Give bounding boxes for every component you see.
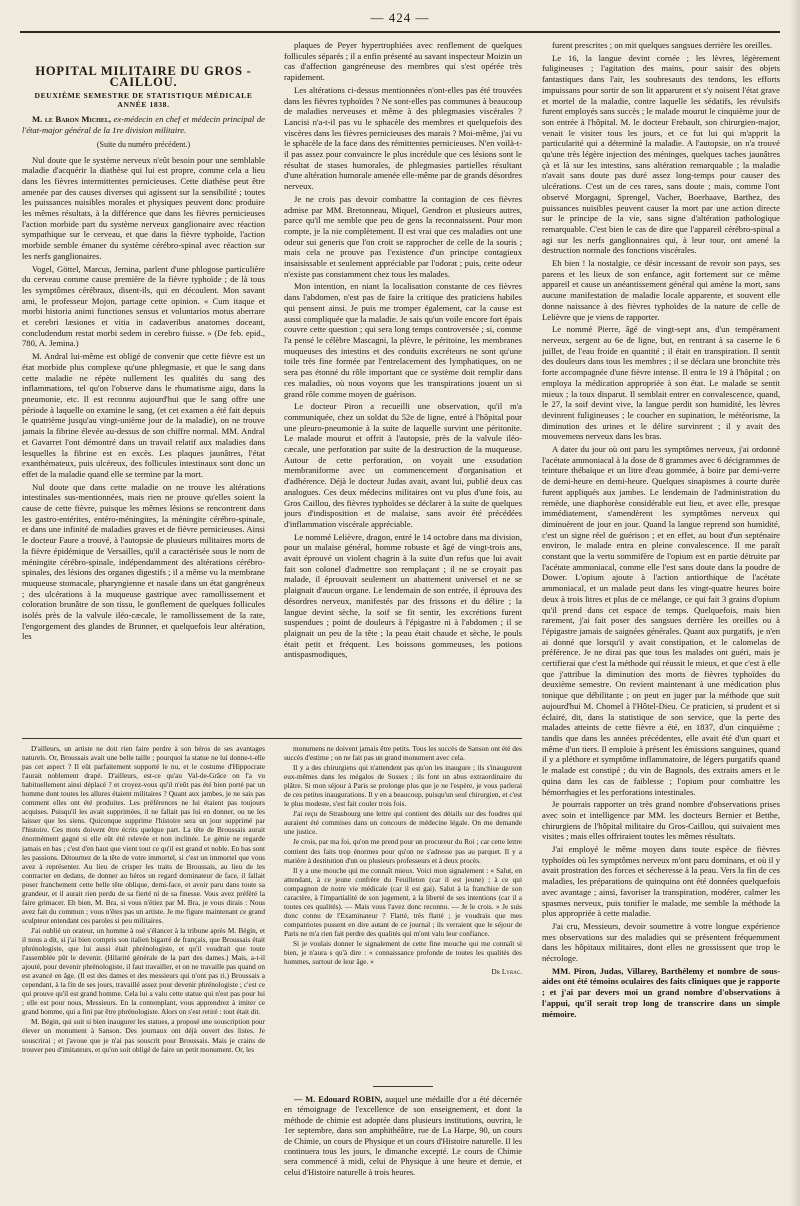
closing-paragraph — [542, 966, 780, 1020]
paragraph: J'ai reçu de Strasbourg une lettre qui contient des détails sur des foudres qui auraient été commises dans un concours de médecine légale. On me demande une justice. — [284, 809, 522, 837]
article-subtitle: DEUXIÈME SEMESTRE DE STATISTIQUE MÉDICALE ANNÉE 1838. — [34, 91, 253, 110]
article-author — [22, 114, 265, 135]
closing-text: MM. Piron, Judas, Villarey, Barthélemy et nombre de sous-aides ont été témoins oculaires des faits cliniques que je rapporte ; et j'ai par devers moi un grand nombre d'observations à l'appui, qu'il serait trop long de transcrire dans un simple mémoire. — [542, 965, 780, 1019]
paragraph: Je pourrais rapporter un très grand nombre d'observations prises avec soin et intelligence par MM. les docteurs Bernier et Betthe, chirurgiens de l'hôpital militaire du Gros-Caillou, qui suivaient mes visites ; mais elles offriraient toutes les mêmes résultats. — [542, 799, 780, 842]
announcement-lead: — M. Edouard ROBIN, — [294, 1095, 383, 1104]
column-3-body — [542, 40, 780, 964]
paragraph: Il y a des chirurgiens qui n'attendent pas qu'on les inaugure ; ils s'inaugurent eux-mêmes dans les mégalos de Sussex ; ils font un abus extraordinaire du plâtre. Si mon séjour à Paris se prolonge plus que je ne l'espère, je vous parlerai de ces petites inaugurations. Il y en a beaucoup, puisqu'un seul chirurgien, et c'est le plus modeste, s'est fait couler trois fois. — [284, 763, 522, 809]
column-1 — [22, 66, 265, 756]
continuation-note: (Suite du numéro précédent.) — [96, 139, 191, 149]
announcement-rule — [373, 1086, 433, 1087]
paragraph: monumens ne doivent jamais être petits. Tous les succès de Sanson ont été des succès d'estime ; on ne fait pas un grand monument avec cela. — [284, 744, 522, 763]
feuilleton-column-2 — [284, 744, 522, 1074]
column-1-body — [22, 155, 265, 643]
paragraph: Eh bien ! la nostalgie, ce désir incessant de revoir son pays, ses parens et les lieux de son enfance, agit fortement sur ce même appareil et cause un anéantissement général qui amène la mort, sans aucune manifestation de maladie locale apparente, et souvent elle donne naissance à des fièvres typhoïdes de la nature de celle de Lelièvre que je viens de rapporter. — [542, 258, 780, 322]
header-rule — [20, 31, 780, 33]
page-header — [0, 0, 800, 34]
paragraph: Vogel, Göttel, Marcus, Jemina, parlent d'une phlogose particulière du cerveau comme cause première de la fièvre typhoïde ; de là tous les symptômes cérébraux, disent-ils, qui en découlent. Mon savant ami, le professeur Mojon, partage cette opinion. « Cum itaque et morbi historia animi functiones sensus et voluntarios motus aberrare et cerebri læsiones et vitia in cadaveribus anatomes doceant, concludendum restat morbi sedem in cerebro fuisse. » (De feb. epid., 780, A. Jemina.) — [22, 263, 265, 349]
column-2-body — [284, 40, 522, 660]
feuilleton-2-body — [284, 744, 522, 966]
paragraph: Nul doute que dans cette maladie on ne trouve les altérations intestinales sus-mentionnées, mais rien ne prouve qu'elles soient la cause de cette fièvre, puisque les mêmes lésions se rencontrent dans les gastro-entérites, entéro-méningites, la méningite cérébro-spinale, et dans une infinité de maladies graves et de fièvre pernicieuses. Ainsi le docteur Faure a trouvé, à l'autopsie de plusieurs militaires morts de la fièvre épidémique de Versailles, qu'il a caractérisée sous le nom de méningite cérébro-spinale, indépendamment des altérations cérébro-spinales, des lésions des organes digestifs ; il a même vu la membrane muqueuse stomacale, pharyngienne et nasale dans un état gangréneux ; des ulcérations à la muqueuse gastrique avec ramollissement et coloration brunâtre de son tissu, le gonflement de quelques follicules isolés près de la valvule iléo-cæcale, le ramollissement de la rate, l'engorgement des glandes de Brunner, et quelquefois leur altération, les — [22, 481, 265, 642]
paragraph: Le nommé Lelièvre, dragon, entré le 14 octobre dans ma division, pour un malaise général, homme robuste et âgé de vingt-trois ans, avait éprouvé un violent chagrin à la suite d'un refus que lui avait fait son colonel d'admettre son remplaçant ; il ne se croyait pas malade, il éprouvait seulement un abattement universel et ne se plaignait d'aucun organe. Le lendemain de son entrée, il éprouva des désordres nerveux, manifestés par des frissons et du délire ; la langue devint sèche, la soif se fit sentir, les excrétions furent suspendues ; point de douleurs à l'épigastre ni à l'abdomen ; il se plaignait un peu de la tête ; la peau était chaude et sèche, le pouls était petit et fréquent. Les boissons gommeuses, les potions antispasmodiques, — [284, 531, 522, 660]
paragraph: M. Bégin, qui suit si bien inaugurer les statues, a proposé une souscription pour élever un monument à Sanson. Des journaux ont déjà ouvert des listes. Je souscrirai ; et j'avoue que je n'ai pas souscrit pour Broussais. Mais je crains de trouver peu d'imitateurs, et qu'on soit obligé de faire un petit monument. Or, les — [22, 1017, 265, 1054]
column-3 — [542, 40, 780, 1190]
paragraph: Le docteur Piron a recueilli une observation, qu'il m'a communiquée, chez un soldat du 52e de ligne, entré à l'hôpital pour une pleuro-pneumonie à la suite de laquelle survint une péritonite. Le malade mourut et offrit à l'autopsie, près de la valvule iléo-cæcale, une perforation par suite de la destruction de la muqueuse. Autour de cette perforation, on voyait une exsudation membraniforme avec un commencement d'organisation et d'adhérence. Déjà le docteur Judas avait, avant lui, publié deux cas analogues. Ces deux médecins militaires ont vu plus d'une fois, au Gros Caillou, des fièvres typhoïdes se déclarer à la suite de quelques jours d'indisposition et de malaise, sans avoir été précédées d'inflammation viscérale appréciable. — [284, 401, 522, 529]
paragraph: Le 16, la langue devint cornée ; les lèvres, légèrement fuligineuses ; l'agitation des mains, pour saisir des objets fantastiques dans l'air, les soubresauts des tendons, les efforts impuissans pour sortir de son lit apparurent et s'y noisent l'état grave et mortel de la maladie, contre laquelle les sédatifs, les révulsifs furent employés sans succès ; le malade mourut le cinquième jour de son entrée à l'hôpital. M. le docteur Frebault, son chirurgien-major, venait le visiter tous les jours, et ce fut lui qui m'apprit la particularité qui a déterminé la maladie. A l'autopsie, on n'a trouvé qu'une très légère injection des méninges, quelques taches jaunâtres çà et là sur les intestins, sans altération remarquable ; la maladie n'avait sans doute pas duré assez long-temps pour causer des ulcérations. C'est un de ces rares, sans doute ; mais, comme l'ont observé Morgagni, Sprengel, Vacher, Boerhaave, Barthez, des puissances nuisibles peuvent causer la mort par une action directe sur le principe de la vie, sans signe d'altération pathologique remarquable. C'est bien le cas de dire que l'appareil cérébro-spinal a agi sur les nerfs ganglionnaires qui, à leur tour, ont amené la destruction normale des fonctions viscérales. — [542, 52, 780, 256]
paragraph: Mon intention, en niant la localisation constante de ces fièvres dans l'abdomen, n'est pas de faire la critique des praticiens habiles qui pensent ainsi. Je puis me tromper également, car la cause est aussi compliquée que la maladie. Je sais qu'un voile encore fort épais couvre cette question ; qui sera long temps controversée ; si, comme l'a pensé le célèbre Mascagni, la plèvre, le péritoine, les membranes muqueuses des intestins et des conduits excréteurs ne sont qu'une toile très fine formée par l'entrelacement des lymphatiques, on ne sera pas étonné du rôle important que ce système doit remplir dans ces maladies, où nous voyons que les transpirations jouent un si grand rôle comme moyen de guérison. — [284, 281, 522, 399]
column-2 — [284, 40, 522, 737]
paragraph: J'ai oublié un orateur, un homme à osé s'élancer à la tribune après M. Bégin, et il nous a dit, si j'ai bien compris son italien bigarré de français, que Broussais était phrénologiste, que lui aussi était phrénologiste, et qu'il voudrait que toute l'assemblée pût le devenir. (Hilarité générale de la part des dames.) Mais, a-t-il ajouté, pour devenir phrénologiste, il faut travailler, et on ne travaille pas quand on est avancé en âge. (Il est des dames et des messieurs qui n'ont pas ri.) Broussais a cependant, à la fin de ses jours, travaillé assez pour devenir phrénologiste ; c'est ce qui prouve qu'il est grand homme. Cela lui a valu cette statue qui n'est pas pour lui ; elle est pour nous, Messieurs. En la contemplant, vous apprendrez à imiter ce grand homme, qui a fini par être phrénologiste. Alors on s'est retiré : tout était dit. — [22, 925, 265, 1017]
feuilleton-divider — [22, 738, 522, 739]
paragraph: Je ne crois pas devoir combattre la contagion de ces fièvres admise par MM. Bretonneau, Miquel, Gendron et plusieurs autres, parce qu'il me semble que peu de gens la reconnaissent. Pour mon compte, je la nie complètement. Il est vrai que ces maladies ont une odeur sui generis que l'on croit se rapprocher de celle de la souris ; mais cela ne prouve pas l'existence d'un principe contagieux insaisissable et seulement appréciable par l'odorat ; puis, cette odeur n'existe pas constamment chez tous les malades. — [284, 193, 522, 279]
paragraph: Le nommé Pierre, âgé de vingt-sept ans, d'un tempérament nerveux, sergent au 6e de ligne, but, en rentrant à sa caserne le 6 juillet, de l'eau froide en quantité ; il était en transpiration. Il sentit des douleurs dans tous les membres ; il se déclara une bronchite très forte accompagnée d'une fièvre intense. Il entra le 19 à l'hôpital ; on employa la médication appropriée à son état. Le malade se sentit mieux ; la toux disparut. Il semblait entrer en convalescence, quand, le 27, la soif devint vive, la langue perdit son humidité, les lèvres devinrent fuligineuses ; le coucher en supination, le météorisme, la diminution des urines et le délire survinrent ; il y avait des mouvemens nerveux dans les bras. — [542, 324, 780, 442]
paragraph: plaques de Peyer hypertrophiées avec renflement de quelques follicules séparés ; il a enfin présenté au savant inspecteur Moizin un cas d'affection gangréneuse des membres qui s'est opérée très rapidement. — [284, 40, 522, 83]
paragraph: Si je voulais donner le signalement de cette fine mouche qui me connaît si bien, je n'aura s qu'à dire : « connaissance profonde de toutes les qualités des hommes, surtout de leur âge. » — [284, 938, 522, 967]
paragraph: Nul doute que le système nerveux n'eût besoin pour une semblable maladie d'acquérir la diathèse qui lui est propre, comme cela a lieu dans les fièvres intermittentes pernicieuses. Cette diathèse peut être amenée par des causes diverses qui agissent sur la sensibilité ; toutes les puissances nuisibles morales et physiques peuvent donc produire les mêmes résultats, à la différence que dans les fièvres pernicieuses l'action morbide part du système nerveux ganglionaire avec réaction sympathique sur le cerveau, et que dans la fièvre typhoïde, l'action morbide semble émaner du système cérébro-spinal avec réaction sur les nerfs ganglionaires. — [22, 154, 265, 261]
feuilleton-signature — [284, 967, 522, 976]
author-role: ex-médecin en chef et médecin principal de l'état-major général de la 1re division militaire. — [22, 114, 265, 136]
paragraph: furent prescrites ; on mit quelques sangsues derrière les oreilles. — [552, 40, 773, 50]
announcement-body: auquel une médaille d'or a été décernée en témoignage de l'excellence de son enseignement, et dont la méthode de chimie est adoptée dans plusieurs institutions, ouvrira, le 1er septembre, dans son amphithéâtre, rue de La Harpe, 90, un cours de Chimie, un cours de Physique et un cours d'Histoire naturelle. Il les continuera tous les jours, le dimanche excepté. Le cours de Chimie sera commencé à midi, celui de Physique à une heure et demie, et celui d'Histoire naturelle à trois heures. — [284, 1095, 522, 1177]
paragraph: Il y a une mouche qui me connaît mieux. Voici mon signalement : « Salut, en attendant, à ce jeune confrère du Feuilleton (car il est jeune) ; à ce qui compagnon de notre vie médicale (car il est gai). Salut à la franchise de son caractère, à l'impartialité de son jugement, à la liberté de ses intentions (car il a toutes ces qualités). — Mais vous l'avez donc reconnu. — Je le crois. » Je suis donc connu de l'Examinateur ? Flatté, très flatté ; je voudrais que mes compatriotes pussent en dire autant de ce journal ; ils verraient que le séjour de Paris ne m'a rien fait perdre des qualités qui m'ont valu leur confiance. — [284, 865, 522, 938]
paragraph: J'ai employé le même moyen dans toute espèce de fièvres typhoïdes où les symptômes nerveux m'ont paru dominans, et où il y avait prostration des forces et sécheresse à la peau. Vers la fin de ces maladies, les préparations de quinquina ont été données quelquefois avec avantage ; ainsi, favoriser la transpiration, modérer, calmer les spasmes nerveux, puis tonifier le malade, me semble la méthode la plus appropriée à cette maladie. — [542, 844, 780, 919]
page-edge-shadow — [790, 0, 800, 1206]
paragraph: Les altérations ci-dessus mentionnées n'ont-elles pas été trouvées dans les fièvres typhoïdes ? Ne sont-elles pas communes à beaucoup de maladies nerveuses et même à des phlegmasies viscérales ? Lancisi n'a-t-il pas vu le sphacèle des membres et quelquefois des viscères dans les fièvres pernicieuses des marais ? Moi-même, j'ai vu le sphacèle de la face dans des rémittentes pernicieuses. N'en voilà-t-il pas assez pour convaincre le plus incrédule que ces lésions sont le résultat de stases humorales, de phlegmasies partielles résultant d'une altération humorale amenée elle-même par de grands désordres nerveux. — [284, 84, 522, 192]
signature-text: Dr Lyrac. — [491, 967, 522, 977]
paragraph: J'ai cru, Messieurs, devoir soumettre à votre longue expérience mes observations sur des maladies qui se présentent fréquemment dans les hôpitaux militaires, dont elles ne grossissent que trop le nécrologe. — [542, 920, 780, 964]
feuilleton-column-1 — [22, 744, 265, 1194]
article-title: HOPITAL MILITAIRE DU GROS - CAILLOU. — [35, 66, 252, 89]
paragraph: Je crois, par ma foi, qu'on me prend pour un procureur du Roi ; car cette lettre contient des faits trop énormes pour qu'on ne s'adresse pas au parquet. Il y a matière à destitution d'un ou plusieurs professeurs et à deux procès. — [284, 837, 522, 865]
paragraph: M. Andral lui-même est obligé de convenir que cette fièvre est un état morbide plus complexe qu'une phlegmasie, et que le sang dans cette maladie ne répète nullement les qualités du sang des inflammations, tel qu'on l'observe dans le rhumatisme aigu, dans la pneumonie, etc. Il est reconnu aujourd'hui que le sang offre une période à laquelle on examine le sang, (et cet examen a été fait depuis le quatrième jusqu'au vingt-unième jour de la maladie), on ne trouve jamais la fibrine élevée au-dessus de son chiffre normal. MM. Andral et Gavarret l'ont démontré dans un travail relatif aux maladies dans lesquelles la fibrine est en excès. Les plaques jaunâtres, l'état exanthémateux, puis ulcéreux, des follicules intestinaux sont donc un effet de la maladie quand elle se termine par la mort. — [22, 351, 265, 479]
announcement-text — [284, 1095, 522, 1178]
paragraph: D'ailleurs, un artiste ne doit rien faire perdre à son héros de ses avantages naturels. Or, Broussais avait une belle taille ; pourquoi la statue ne lui donne-t-elle pas cet aspect ? Il eût parfaitement supporté le nu, et le costume d'Hippocrate l'aurait noblement drapé. D'ailleurs, est-ce qu'au Val-de-Grâce on l'a vu habituellement ainsi déplacé ? et croyez-vous qu'il n'eût pas été bien porté par un homme dont toutes les allures étaient militaires ? Quant aux jambes, je ne sais pas comment elles ont été produites. Les préférences ne lui étaient pas toujours acquises. Puisqu'il les avait supprimées, il ne fallait pas lui en donner, ou ne les laisser que les siens. Quiconque supprime l'histoire sera un jour supprimé par l'histoire. Ces mots doivent être écrits quelque part. La tête de Broussais aurait énormément gagné si elle eût été relevée et non inclinée. Le génie ne regarde jamais en bas ; c'est d'en haut que vient tout ce qu'il est grand et noble. En bas sont les passions. Détournez de la tête de votre immortel, si c'est un immortel que vous avez à représenter. Au lieu de crisper les traits de Broussais, au lieu de les contracter en dedans, de donner au héros un regard dominateur de face, il fallait poser franchement cette belle tête oblique, demi-face, et avoir paru dans toute sa grandeur, et il aurait rien perdu de sa fierté ni de sa finesse. Vous avez préféré la faire grimacer. Eh bien, M. Bra, si vous n'étiez par M. Bra, je vous dirais : Nous avez fait du commun ; vous n'êtes pas un artiste. Je me figure maintenant ce grand sculpteur entendant ces paroles si peu militaires. — [22, 744, 265, 925]
announcement — [284, 1086, 522, 1196]
author-name: M. le Baron Michel, — [32, 114, 111, 125]
page-number: — 424 — — [370, 10, 430, 25]
paragraph: A dater du jour où ont paru les symptômes nerveux, j'ai ordonné l'acétate ammoniacal à la dose de 8 grammes avec 6 décigrammes de teinture thébaïque et un litre d'eau gommée, à boire par demi-verre de demi-heure en demi-heure. Quelques sinapismes à courte durée furent appliqués aux jambes. Le lendemain de l'administration du remède, une diaphorèse considérable eut lieu, et avec elle, presque immédiatement, s'amendèrent les symptômes nerveux qui diminuèrent de jour en jour. Quand la langue reprend son humidité, c'est un signe réel de guérison ; et en effet, au bout d'un septénaire environ, le malade entra en pleine convalescence. Il me paraît constant que la vertu sommifère de l'opium est en partie détruite par l'acétate ammoniacal, comme elle l'est sans doute dans la poudre de Dower. L'opium ajoute à l'action antiorthique de l'acétate ammoniacal, et un malade peut dans les vingt-quatre heures boire deux à trois litres et plus de ce mélange, ce qui fait 3 grains d'opium qu'il prend dans cet espace de temps. Quelquefois, mais bien rarement, j'ai fait poser des sangsues derrière les oreilles ou à l'épigastre jamais de saignées générales. Quant aux purgatifs, je n'en ai donné que lorsqu'il y avait constipation, et le calomelas de préférence. Je ne dirai pas que tous les malades ont guéri, mais je certifierai que c'est la méthode qui réussit le mieux, et que c'est à elle que j'attribue la diminution des morts de fièvres typhoïdes du deuxième semestre. On revient maintenant à une médication plus tonique que débilitante ; on peut en juger par la méthode que suit aujourd'hui M. Chomel à l'Hôtel-Dieu. Ce praticien, si prudent et si éclairé, dit, dans la statistique de son service, que la perte des malades atteints de cette fièvre a été, en 1837, d'un cinquième ; tandis que dans les années précédentes, elle avait été d'un quart et même d'un tiers. Il emploie à présent les émissions sanguines, quand il y a pléthore et symptôme inflammatoire, de légers purgatifs quand le malade est constipé ; du vin de Bagnols, des extraits amers et le quina dans les cas de faiblesse ; l'opium pour combattre les hémorrhagies et les perforations intestinales. — [542, 444, 780, 797]
feuilleton-1-body — [22, 744, 265, 1054]
